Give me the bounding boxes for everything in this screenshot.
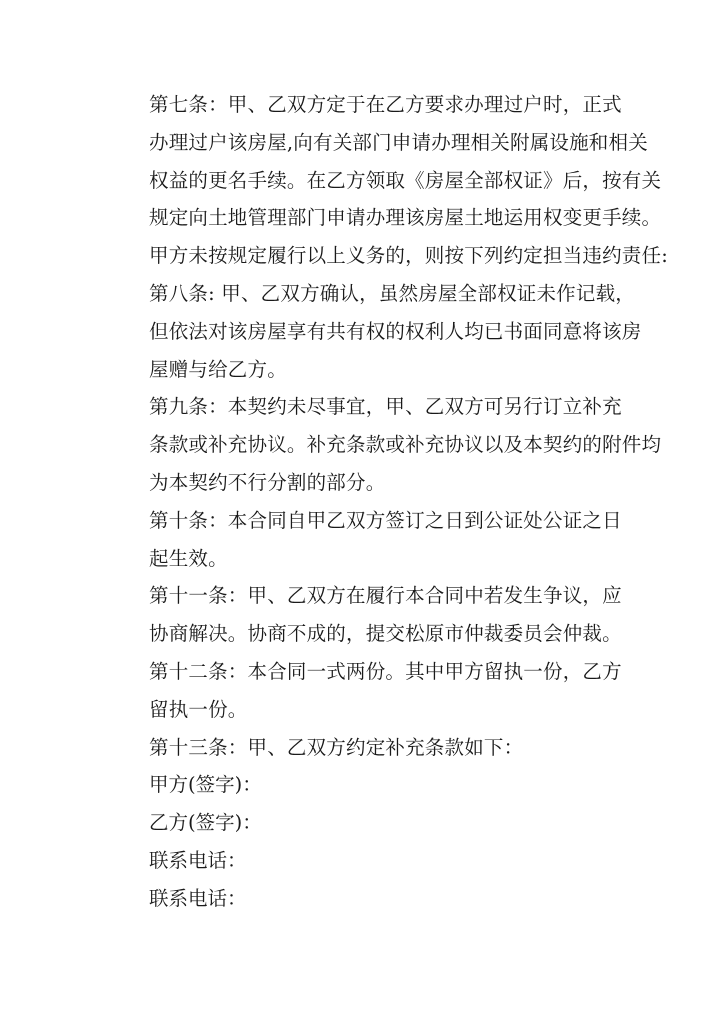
phone-label: 联系电话： <box>149 886 247 910</box>
article-line: 条款或补充协议。补充条款或补充协议以及本契约的附件均 <box>149 433 662 457</box>
article-10 <box>110 502 622 578</box>
article-line: 留执一份。 <box>149 697 248 721</box>
party-a-signature-label: 甲方(签字)： <box>149 773 262 797</box>
phone-label: 联系电话： <box>149 848 247 872</box>
article-line: 权益的更名手续。在乙方领取《房屋全部权证》后，按有关 <box>149 168 662 192</box>
article-line: 甲方未按规定履行以上义务的，则按下列约定担当违约责任: <box>149 244 668 268</box>
article-11 <box>110 577 622 653</box>
article-8 <box>110 275 642 388</box>
article-9 <box>110 388 662 501</box>
article-line: 规定向土地管理部门申请办理该房屋土地运用权变更手续。 <box>149 206 662 230</box>
article-line: 第九条：本契约未尽事宜，甲、乙双方可另行订立补充 <box>149 395 622 419</box>
party-b-signature-label: 乙方(签字)： <box>149 811 262 835</box>
article-line: 第八条: 甲、乙双方确认，虽然房屋全部权证未作记载， <box>149 281 635 305</box>
article-12 <box>110 653 622 729</box>
article-line: 为本契约不行分割的部分。 <box>149 470 386 494</box>
article-13 <box>110 729 616 767</box>
article-line: 第七条：甲、乙双方定于在乙方要求办理过户时，正式 <box>149 93 622 116</box>
article-line: 第十一条：甲、乙双方在履行本合同中若发生争议，应 <box>149 584 622 608</box>
article-line: 办理过户该房屋,向有关部门申请办理相关附属设施和相关 <box>149 130 648 154</box>
article-line: 屋赠与给乙方。 <box>149 357 287 381</box>
article-line: 起生效。 <box>149 546 228 570</box>
article-line: 第十二条：本合同一式两份。其中甲方留执一份，乙方 <box>149 659 622 683</box>
article-line: 但依法对该房屋享有共有权的权利人均已书面同意将该房 <box>149 319 642 343</box>
article-line: 第十条：本合同自甲乙双方签订之日到公证处公证之日 <box>149 508 622 532</box>
article-line: 协商解决。协商不成的，提交松原市仲裁委员会仲裁。 <box>149 622 622 646</box>
article-7 <box>110 86 668 275</box>
contract-body <box>110 86 668 918</box>
article-line: 第十三条：甲、乙双方约定补充条款如下： <box>149 735 524 759</box>
